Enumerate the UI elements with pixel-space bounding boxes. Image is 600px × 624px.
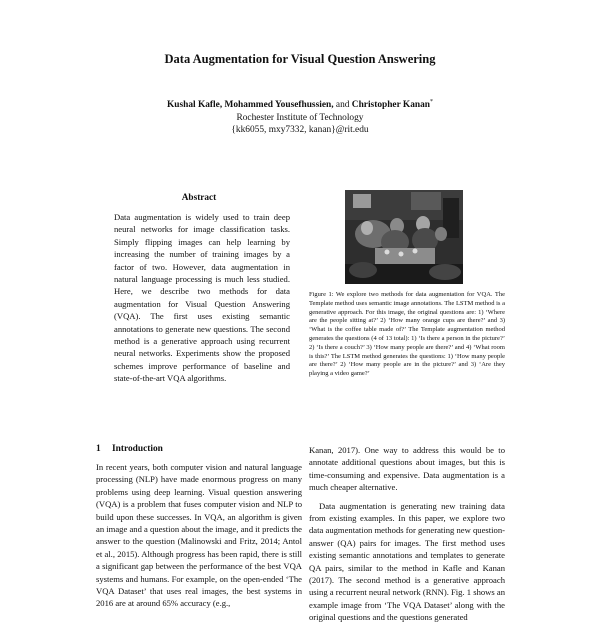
- figure-1-photo: [345, 190, 463, 284]
- intro-left-column: In recent years, both computer vision and natural language processing (NLP) have made enormous progress on many problems using deep learning. Visual question answering (VQA) is a problem that fuses computer vision and NLP to build upon these successes. In VQA, an algorithm is given an image and a question about the image, and it predicts the answer to the question (Malinowski and Fritz, 2014; Antol et al., 2015). Although progress has been rapid, there is still a significant gap between the performance of the best VQA systems and humans. For example, on the open-ended ‘The VQA Dataset’ that uses real images, the best systems in 2016 are at around 65% accuracy (e.g.,: [96, 462, 302, 609]
- intro-paragraph: Data augmentation is generating new training data from existing examples. In this paper, we explore two data augmentation methods for generating new question-answer (QA) pairs for images. The first method uses existing semantic annotations and templates to generate QA pairs, similar to the method in Kafle and Kanan (2017). The second method is a generative approach using a recurrent neural network (RNN). Fig. 1 shows an example image from ‘The VQA Dataset’ along with the original questions and the questions generated: [309, 500, 505, 623]
- intro-paragraph: Kanan, 2017). One way to address this would be to annotate additional questions about images, but this is time-consuming and expensive. Data augmentation is a much cheaper alternative.: [309, 445, 505, 493]
- author-block: [0, 96, 600, 137]
- abstract-text: Data augmentation is widely used to train deep neural networks for image classification tasks. Simply flipping images can help learning by increasing the number of training images by a factor of two. However, data augmentation in natural language processing is much less studied. Here, we describe two methods for data augmentation for Visual Question Answering (VQA). The first uses existing semantic annotations to generate new questions. The second method is a generative approach using recurrent neural networks. Experiments show the proposed schemes improve performance of baseline and state-of-the-art VQA algorithms.: [114, 212, 290, 384]
- living-room-photo-image: [345, 190, 463, 284]
- affiliation: Rochester Institute of Technology: [236, 112, 364, 123]
- intro-right-column: [309, 444, 505, 624]
- author-and: and: [335, 100, 350, 111]
- figure-1-caption: Figure 1: We explore two methods for data augmentation for VQA. The Template method uses semantic image annotations. The LSTM method is a generative approach. For this image, the original questions are: 1) ‘Where are the people sitting at?’ 2) ‘How many orange cups are there?’ and 3) ‘What is the coffee table made of?’ The Template augmentation method generates the questions (4 of 13 total): 1) ‘Is there a person in the picture?’ 2) ‘Is there a couch?’ 3) ‘How many people are there?’ and 4) ‘What room is this?’ The LSTM method generates the questions: 1) ‘How many people are there?’ 2) ‘How many people are in the picture?’ and 3) ‘Are they playing a video game?’: [309, 291, 505, 378]
- author-footnote-mark: *: [430, 99, 434, 105]
- author-last: Christopher Kanan: [351, 100, 431, 111]
- section-title: Introduction: [112, 444, 163, 454]
- author-line: [0, 96, 600, 112]
- author-names: Kushal Kafle, Mohammed Yousefhussien,: [166, 100, 334, 111]
- section-number: 1: [96, 444, 101, 454]
- author-emails: {kk6055, mxy7332, kanan}@rit.edu: [231, 125, 369, 136]
- paper-title: Data Augmentation for Visual Question Answering: [164, 52, 436, 66]
- section-heading: [96, 444, 163, 454]
- abstract-heading: Abstract: [181, 193, 217, 203]
